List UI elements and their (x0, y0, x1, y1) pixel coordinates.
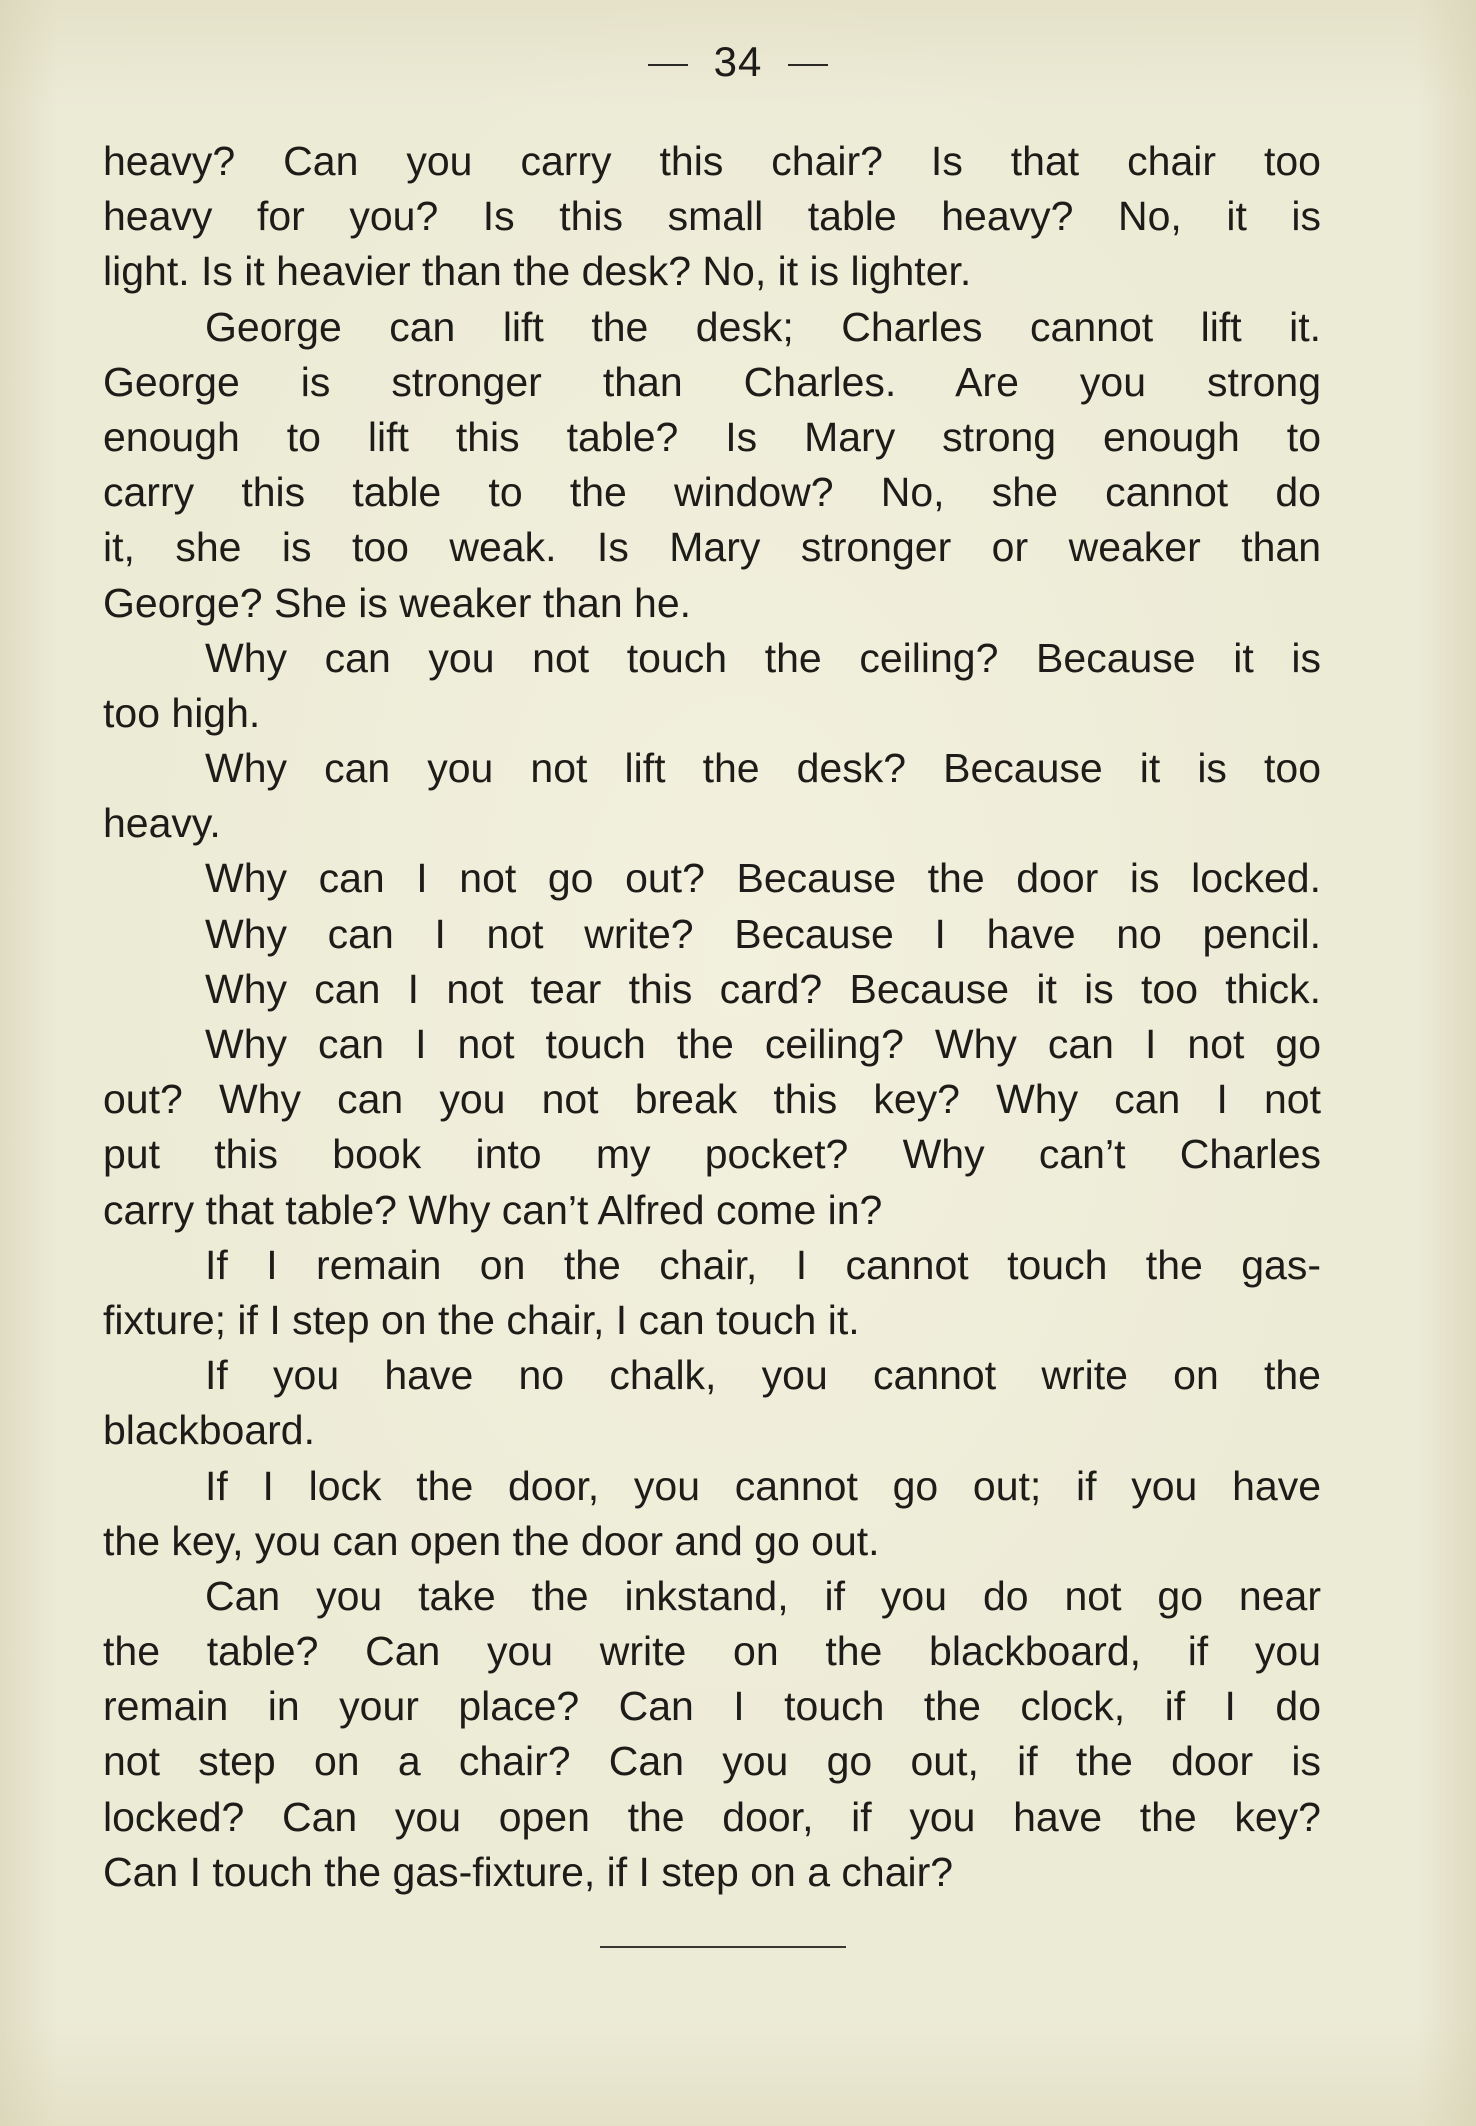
text-line: Can I touch the gas-fixture, if I step on a chair? (103, 1848, 954, 1895)
text-line: the table? Can you write on the blackboard, if you (103, 1628, 1321, 1675)
text-line: Why can you not touch the ceiling? Because it is (205, 634, 1321, 681)
text-line: locked? Can you open the door, if you have the key? (103, 1793, 1321, 1840)
text-line: out? Why can you not break this key? Why can I not (103, 1076, 1321, 1123)
text-line: If I remain on the chair, I cannot touch the gas- (205, 1241, 1321, 1288)
text-line: Can you take the inkstand, if you do not go near (205, 1572, 1321, 1619)
text-line: George can lift the desk; Charles cannot lift it. (205, 303, 1321, 350)
section-end-rule (600, 1946, 846, 1948)
text-line: not step on a chair? Can you go out, if the door is (103, 1738, 1321, 1785)
right-dash-ornament (788, 64, 828, 66)
text-line: Why can I not write? Because I have no pencil. (205, 910, 1321, 957)
text-line: If you have no chalk, you cannot write on the (205, 1352, 1321, 1399)
text-line: heavy for you? Is this small table heavy? No, it is (103, 193, 1321, 240)
text-line: it, she is too weak. Is Mary stronger or weaker than (103, 524, 1321, 571)
body-text (103, 134, 1321, 1900)
text-line: too high. (103, 689, 261, 736)
text-line: heavy? Can you carry this chair? Is that chair too (103, 138, 1321, 184)
text-line: If I lock the door, you cannot go out; if you have (205, 1462, 1321, 1509)
text-line: light. Is it heavier than the desk? No, it is lighter. (103, 248, 972, 295)
text-line: Why can I not go out? Because the door is locked. (205, 855, 1321, 902)
text-line: fixture; if I step on the chair, I can touch it. (103, 1296, 860, 1343)
text-line: Why can you not lift the desk? Because it is too (205, 745, 1321, 792)
left-dash-ornament (648, 64, 688, 66)
text-line: Why can I not tear this card? Because it is too thick. (205, 965, 1321, 1012)
text-line: George is stronger than Charles. Are you strong (103, 358, 1321, 405)
text-line: George? She is weaker than he. (103, 579, 692, 626)
text-line: Why can I not touch the ceiling? Why can I not go (205, 1021, 1321, 1067)
text-line: put this book into my pocket? Why can’t Charles (103, 1131, 1321, 1178)
text-line: heavy. (103, 800, 221, 847)
page-number-header (0, 38, 1476, 86)
text-line: enough to lift this table? Is Mary strong enough to (103, 413, 1321, 460)
text-line: carry this table to the window? No, she cannot do (103, 469, 1321, 516)
text-line: carry that table? Why can’t Alfred come in? (103, 1186, 883, 1233)
text-line: the key, you can open the door and go out. (103, 1517, 880, 1564)
text-line: blackboard. (103, 1407, 315, 1454)
text-line: remain in your place? Can I touch the clock, if I do (103, 1683, 1321, 1730)
page-number: 34 (713, 38, 763, 85)
